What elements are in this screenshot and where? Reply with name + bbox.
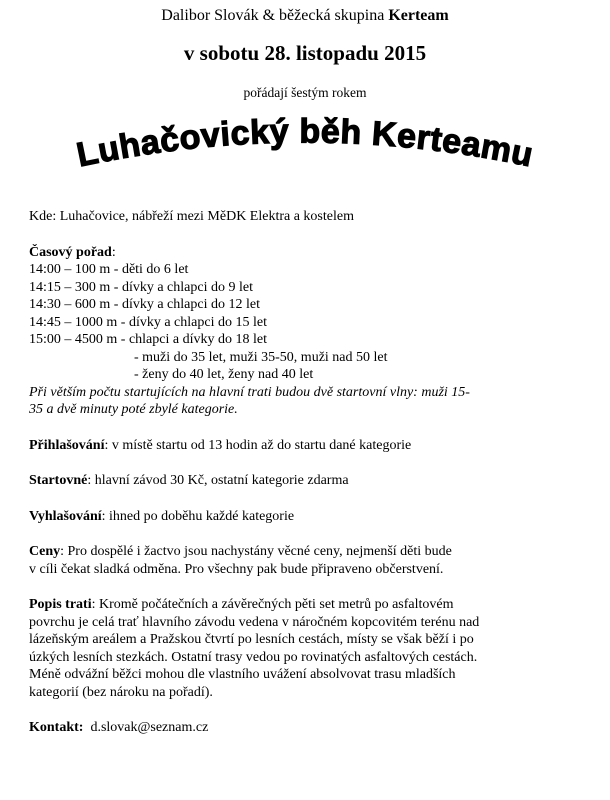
prizes-line <box>29 543 589 561</box>
registration-line <box>29 437 589 455</box>
contact-label: Kontakt: <box>29 720 84 735</box>
fee-text: : hlavní závod 30 Kč, ostatní kategorie zdarma <box>87 473 349 488</box>
schedule-row: 14:30 – 600 m - dívky a chlapci do 12 let <box>29 297 260 312</box>
svg-text:Luhačovický běh Kerteamu <box>74 112 537 174</box>
schedule-row: 14:15 – 300 m - dívky a chlapci do 9 let <box>29 279 253 295</box>
schedule-heading <box>29 244 589 262</box>
schedule-extra-row: - muži do 35 let, muži 35-50, muži nad 50 let <box>134 349 388 365</box>
awards-label: Vyhlašování <box>29 508 102 524</box>
registration-label: Přihlašování <box>29 437 105 453</box>
schedule-label: Časový pořad <box>29 244 112 260</box>
event-date: v sobotu 28. listopadu 2015 <box>183 41 427 65</box>
place-label: Kde <box>29 209 53 224</box>
prizes-line-2: v cíli čekat sladká odměna. Pro všechny pak bude připraveno občerstvení. <box>29 561 444 577</box>
route-line: úzkých lesních stezkách. Ostatní trasy vedou po rovinatých asfaltových cestách. <box>29 649 478 665</box>
organizers-team: Kerteam <box>388 7 449 24</box>
prizes-label: Ceny <box>29 544 61 559</box>
contact-email[interactable]: d.slovak@seznam.cz <box>90 720 209 735</box>
schedule-colon: : <box>111 244 116 260</box>
subtitle: pořádají šestým rokem <box>243 85 367 100</box>
registration-text: : v místě startu od 13 hodin až do startu dané kategorie <box>104 437 412 453</box>
schedule-note-line: 35 a dvě minuty poté zbylé kategorie. <box>29 402 238 417</box>
organizers-prefix: Dalibor Slovák & běžecká skupina <box>161 7 385 24</box>
schedule-row: 15:00 – 4500 m - chlapci a dívky do 18 let <box>29 332 267 347</box>
contact-line <box>29 719 589 737</box>
place-text: : Luhačovice, nábřeží mezi MěDK Elektra a kostelem <box>52 209 354 224</box>
route-line: kategorií (bez nároku na pořadí). <box>29 684 213 700</box>
schedule-row: 14:00 – 100 m - děti do 6 let <box>29 262 189 277</box>
route-line <box>29 596 589 614</box>
organizers-line <box>0 7 610 25</box>
schedule-extra-row: - ženy do 40 let, ženy nad 40 let <box>134 367 314 382</box>
route-text: : Kromě počátečních a závěrečných pěti set metrů po asfaltovém <box>91 597 454 612</box>
event-title-wordart <box>0 112 610 197</box>
place-line <box>29 208 589 226</box>
route-label: Popis trati <box>29 597 92 612</box>
awards-text: : ihned po doběhu každé kategorie <box>101 508 295 524</box>
prizes-text: : Pro dospělé i žactvo jsou nachystány věcné ceny, nejmenší děti bude <box>60 544 452 559</box>
schedule-note-line: Při větším počtu startujících na hlavní trati budou dvě startovní vlny: muži 15- <box>29 384 470 400</box>
event-title: Luhačovický běh Kerteamu <box>73 112 537 175</box>
route-line: lázeňským areálem a Pražskou čtvrtí po lesních cestách, místy se však běží i po <box>29 632 474 647</box>
awards-line <box>29 508 589 526</box>
route-line: Méně odvážní běžci mohou dle vlastního uvážení absolvovat trasu mladších <box>29 667 456 682</box>
route-line: povrchu je celá trať hlavního závodu vedena v náročném kopcovitém terénu nad <box>29 614 480 630</box>
fee-label: Startovné <box>29 473 88 488</box>
flyer-body <box>29 208 589 737</box>
fee-line <box>29 472 589 490</box>
schedule-row: 14:45 – 1000 m - dívky a chlapci do 15 let <box>29 314 267 330</box>
